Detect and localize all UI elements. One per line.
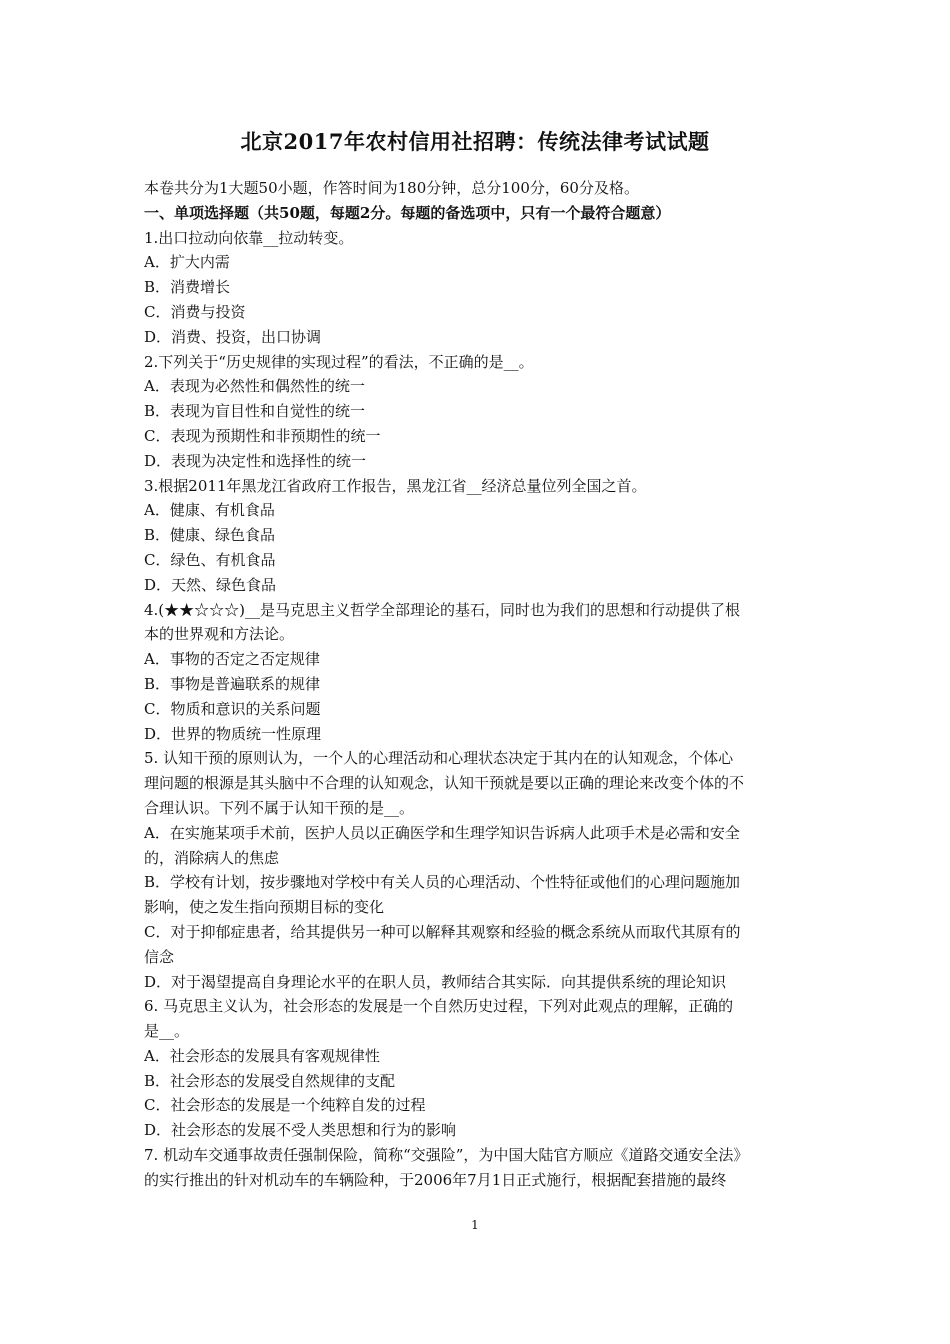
text-line: C．表现为预期性和非预期性的统一 — [144, 426, 381, 445]
section-heading: 一、单项选择题（共50题，每题2分。每题的备选项中，只有一个最符合题意） — [144, 203, 671, 222]
text-line: A．健康、有机食品 — [144, 501, 275, 520]
text-line: 的实行推出的针对机动车的车辆险种，于2006年7月1日正式施行，根据配套措施的最终 — [144, 1170, 727, 1189]
text-line: D．天然、绿色食品 — [144, 575, 277, 594]
text-line: D．世界的物质统一性原理 — [144, 724, 322, 743]
page-title: 北京2017年农村信用社招聘：传统法律考试试题 — [240, 129, 710, 154]
text-line: 是__。 — [144, 1022, 190, 1041]
text-line: 3.根据2011年黑龙江省政府工作报告，黑龙江省__经济总量位列全国之首。 — [144, 476, 647, 495]
text-line: 信念 — [144, 947, 175, 966]
text-line: A．在实施某项手术前，医护人员以正确医学和生理学知识告诉病人此项手术是必需和安全 — [144, 823, 740, 842]
text-line: 的，消除病人的焦虑 — [144, 848, 280, 867]
text-line: B．健康、绿色食品 — [144, 526, 276, 545]
text-line: A．社会形态的发展具有客观规律性 — [144, 1046, 380, 1065]
text-line: A．事物的否定之否定规律 — [144, 650, 320, 669]
text-line: D．消费、投资，出口协调 — [144, 327, 322, 346]
text-line: D．对于渴望提高自身理论水平的在职人员，教师结合其实际．向其提供系统的理论知识 — [144, 972, 727, 991]
text-line: B．事物是普遍联系的规律 — [144, 674, 321, 693]
text-line: 5. 认知干预的原则认为，一个人的心理活动和心理状态决定于其内在的认知观念，个体心 — [144, 749, 734, 768]
text-line: 7. 机动车交通事故责任强制保险，简称“交强险”，为中国大陆官方顺应《道路交通安全法》 — [144, 1146, 749, 1165]
text-line: 理问题的根源是其头脑中不合理的认知观念，认知干预就是要以正确的理论来改变个体的不 — [144, 774, 745, 793]
text-line: A．扩大内需 — [144, 253, 230, 272]
text-line: B．社会形态的发展受自然规律的支配 — [144, 1071, 396, 1090]
text-line: C．物质和意识的关系问题 — [144, 699, 321, 718]
text-line: 2.下列关于“历史规律的实现过程”的看法，不正确的是__。 — [144, 352, 534, 371]
text-line: C．社会形态的发展是一个纯粹自发的过程 — [144, 1096, 426, 1115]
text-line: B．学校有计划，按步骤地对学校中有关人员的心理活动、个性特征或他们的心理问题施加 — [144, 873, 741, 892]
text-line: 4.(★★☆☆☆)__是马克思主义哲学全部理论的基石，同时也为我们的思想和行动提供了根 — [144, 600, 741, 619]
text-line: 1.出口拉动向依靠__拉动转变。 — [144, 228, 354, 247]
text-line: 本卷共分为1大题50小题，作答时间为180分钟，总分100分，60分及格。 — [144, 179, 639, 197]
text-line: C．对于抑郁症患者，给其提供另一种可以解释其观察和经验的概念系统从而取代其原有的 — [144, 922, 741, 941]
page-number: 1 — [471, 1218, 479, 1232]
text-line: 6. 马克思主义认为，社会形态的发展是一个自然历史过程，下列对此观点的理解，正确的 — [144, 997, 734, 1016]
text-line: 合理认识。下列不属于认知干预的是__。 — [144, 798, 415, 817]
text-line: B．表现为盲目性和自觉性的统一 — [144, 402, 366, 421]
text-line: D．表现为决定性和选择性的统一 — [144, 451, 367, 470]
text-line: 影响，使之发生指向预期目标的变化 — [144, 898, 385, 917]
document-body — [144, 176, 810, 1193]
text-line: 本的世界观和方法论。 — [144, 625, 295, 644]
text-line: C．消费与投资 — [144, 302, 246, 321]
text-line: B．消费增长 — [144, 278, 231, 297]
text-line: A．表现为必然性和偶然性的统一 — [144, 377, 365, 396]
text-line: D．社会形态的发展不受人类思想和行为的影响 — [144, 1121, 457, 1140]
text-line: C．绿色、有机食品 — [144, 550, 276, 569]
